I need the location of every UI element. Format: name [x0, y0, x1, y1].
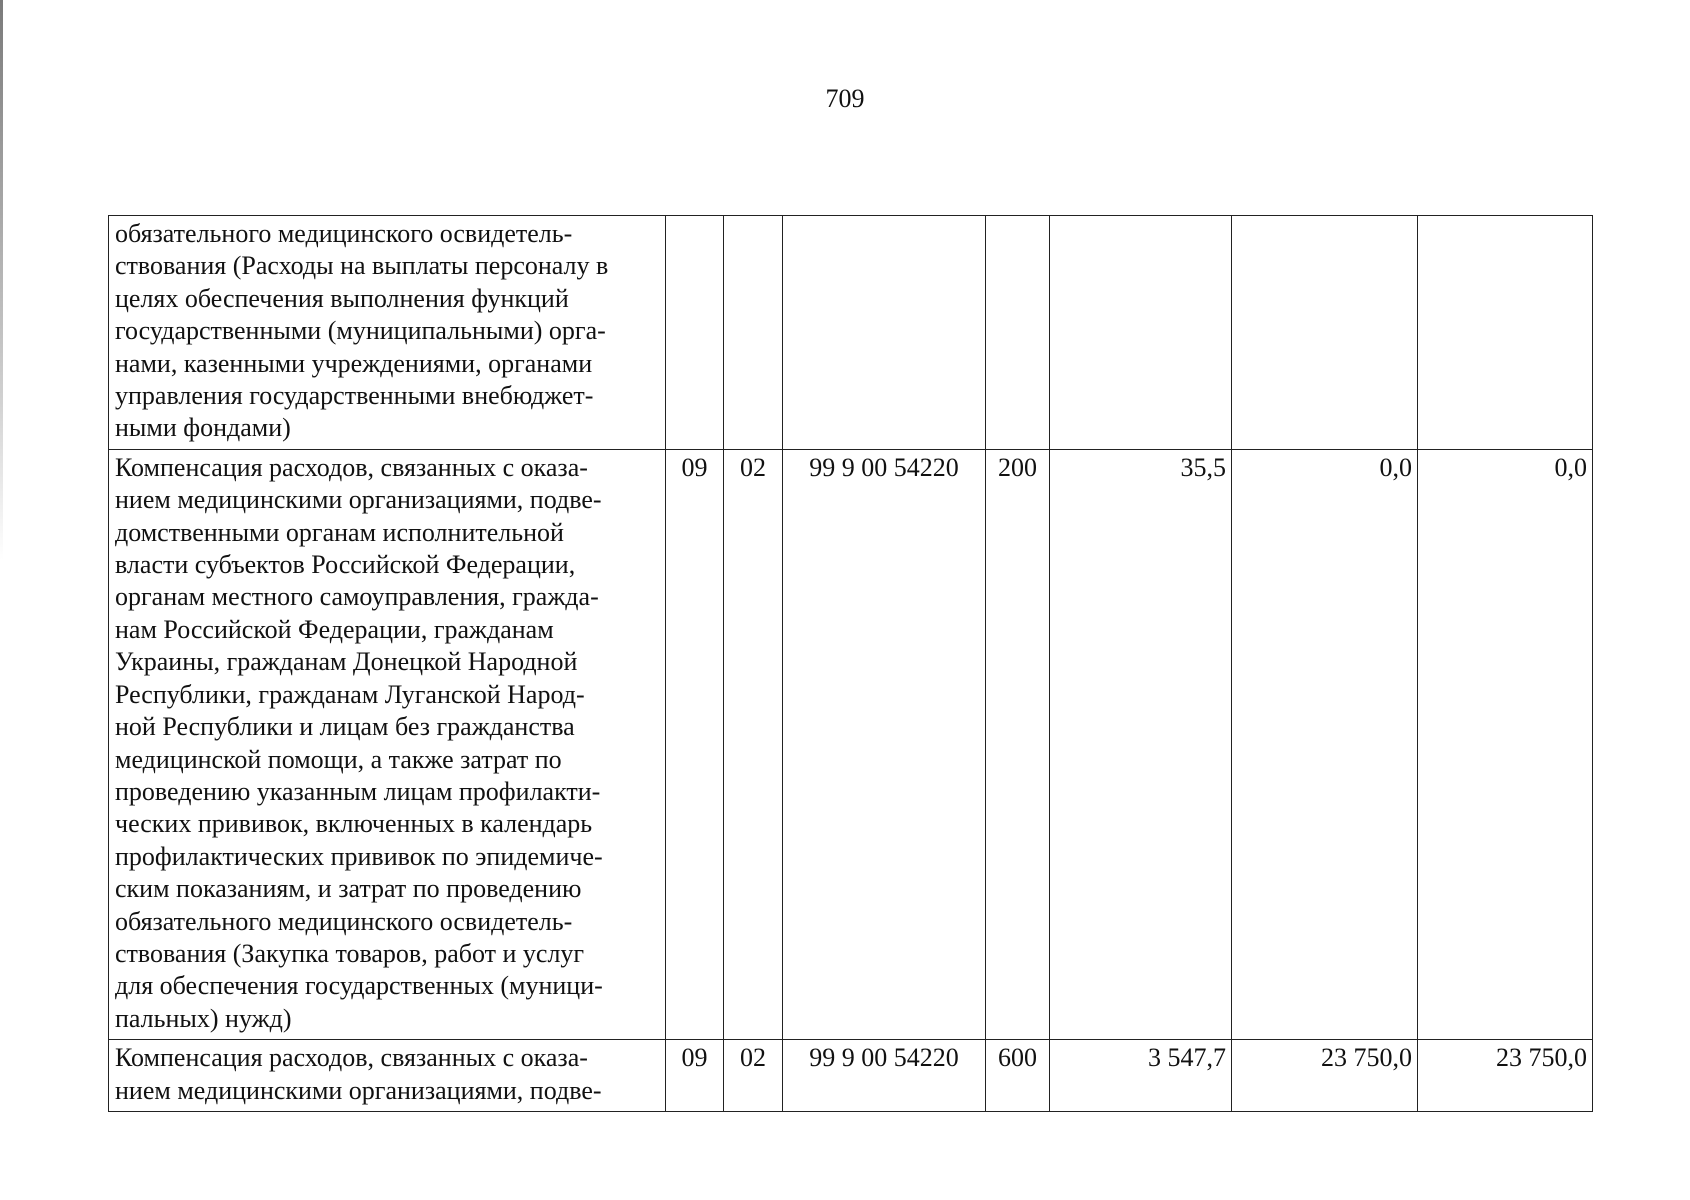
target-article-cell: 99 9 00 54220 — [783, 1040, 986, 1112]
description-line: нам Российской Федерации, гражданам — [115, 614, 554, 644]
subsection-cell: 02 — [724, 449, 783, 1039]
description-line: ским показаниям, и затрат по проведению — [115, 874, 582, 904]
description-line: медицинской помощи, а также затрат по — [115, 744, 562, 774]
description-line: профилактических прививок по эпидемиче- — [115, 841, 603, 871]
description-cell — [109, 216, 666, 450]
subsection-cell — [724, 216, 783, 450]
description-line: Компенсация расходов, связанных с оказа- — [115, 1043, 588, 1073]
description-line: пальных) нужд) — [115, 1003, 292, 1033]
description-line: управления государственными внебюджет- — [115, 381, 594, 411]
target-article-cell: 99 9 00 54220 — [783, 449, 986, 1039]
description-line: ствования (Закупка товаров, работ и услуг — [115, 938, 585, 968]
sum-1-cell: 35,5 — [1050, 449, 1232, 1039]
description-line: ными фондами) — [115, 413, 291, 443]
table-body — [109, 216, 1593, 1112]
description-line: проведению указанным лицам профилакти- — [115, 776, 601, 806]
description-line: Украины, гражданам Донецкой Народной — [115, 647, 578, 677]
page-number: 709 — [825, 84, 865, 113]
sum-2-cell — [1232, 216, 1418, 450]
description-cell — [109, 449, 666, 1039]
table-row — [109, 449, 1593, 1039]
description-line: обязательного медицинского освидетель- — [115, 906, 573, 936]
description-line: Компенсация расходов, связанных с оказа- — [115, 452, 588, 482]
section-cell: 09 — [666, 1040, 724, 1112]
budget-table — [108, 215, 1593, 1112]
expense-type-cell — [986, 216, 1050, 450]
section-cell: 09 — [666, 449, 724, 1039]
description-line: ствования (Расходы на выплаты персоналу в — [115, 251, 609, 281]
sum-1-cell: 3 547,7 — [1050, 1040, 1232, 1112]
description-line: ческих прививок, включенных в календарь — [115, 809, 593, 839]
sum-1-cell — [1050, 216, 1232, 450]
expense-type-cell: 200 — [986, 449, 1050, 1039]
description-line: нием медицинскими организациями, подве- — [115, 485, 602, 515]
subsection-cell: 02 — [724, 1040, 783, 1112]
table-row — [109, 1040, 1593, 1112]
section-cell — [666, 216, 724, 450]
description-cell — [109, 1040, 666, 1112]
sum-3-cell: 0,0 — [1418, 449, 1593, 1039]
description-line: Республики, гражданам Луганской Народ- — [115, 679, 585, 709]
description-line: домственными органам исполнительной — [115, 517, 564, 547]
description-line: органам местного самоуправления, гражда- — [115, 582, 599, 612]
description-line: целях обеспечения выполнения функций — [115, 283, 569, 313]
description-line: для обеспечения государственных (муници- — [115, 971, 603, 1001]
sum-2-cell: 23 750,0 — [1232, 1040, 1418, 1112]
sum-2-cell: 0,0 — [1232, 449, 1418, 1039]
description-line: нами, казенными учреждениями, органами — [115, 348, 593, 378]
table-row — [109, 216, 1593, 450]
sum-3-cell: 23 750,0 — [1418, 1040, 1593, 1112]
description-line: власти субъектов Российской Федерации, — [115, 550, 576, 580]
sum-3-cell — [1418, 216, 1593, 450]
description-line: ной Республики и лицам без гражданства — [115, 712, 575, 742]
target-article-cell — [783, 216, 986, 450]
expense-type-cell: 600 — [986, 1040, 1050, 1112]
description-line: обязательного медицинского освидетель- — [115, 219, 573, 248]
description-line: государственными (муниципальными) орга- — [115, 316, 606, 346]
description-line: нием медицинскими организациями, подве- — [115, 1075, 602, 1105]
